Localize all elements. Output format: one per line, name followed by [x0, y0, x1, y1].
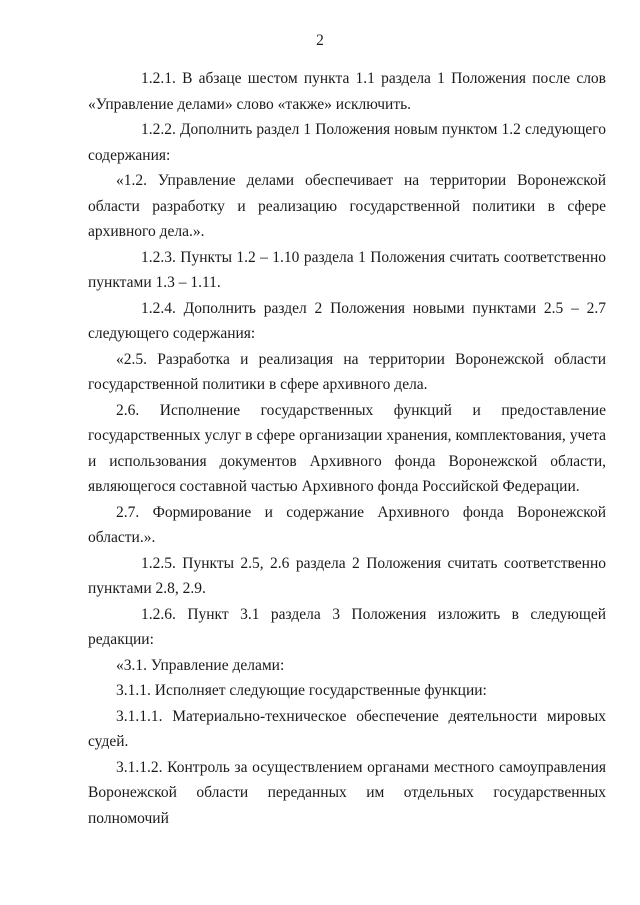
paragraph-quote-2-5: «2.5. Разработка и реализация на территории Воронежской области государственной политики в сфере архивного дела.	[88, 350, 606, 393]
paragraph-1-2-3: 1.2.3. Пункты 1.2 – 1.10 раздела 1 Положения считать соответственно пунктами 1.3 – 1.11.	[88, 248, 606, 291]
paragraph-1-2-1: 1.2.1. В абзаце шестом пункта 1.1 раздела 1 Положения после слов «Управление делами» слово «также» исключить.	[88, 70, 606, 113]
document-body	[88, 66, 606, 831]
paragraph-1-2-4: 1.2.4. Дополнить раздел 2 Положения новыми пунктами 2.5 – 2.7 следующего содержания:	[88, 299, 606, 342]
page-number: 2	[316, 32, 324, 49]
paragraph-1-2-6: 1.2.6. Пункт 3.1 раздела 3 Положения изложить в следующей редакции:	[88, 605, 606, 648]
paragraph-1-2-2: 1.2.2. Дополнить раздел 1 Положения новым пунктом 1.2 следующего содержания:	[88, 121, 606, 164]
paragraph-quote-3-1: «3.1. Управление делами:	[116, 656, 285, 674]
paragraph-2-7: 2.7. Формирование и содержание Архивного фонда Воронежской области.».	[88, 503, 606, 546]
paragraph-quote-1-2: «1.2. Управление делами обеспечивает на территории Воронежской области разработку и реализацию государственной политики в сфере архивного дела.».	[88, 172, 606, 240]
paragraph-1-2-5: 1.2.5. Пункты 2.5, 2.6 раздела 2 Положения считать соответственно пунктами 2.8, 2.9.	[88, 554, 606, 597]
paragraph-3-1-1-1: 3.1.1.1. Материально-техническое обеспечение деятельности мировых судей.	[88, 707, 606, 750]
paragraph-3-1-1: 3.1.1. Исполняет следующие государственные функции:	[116, 682, 487, 699]
paragraph-2-6: 2.6. Исполнение государственных функций и предоставление государственных услуг в сфере организации хранения, комплектования, учета и использования документов Архивного фонда Воронежской области, являющегося составной частью Архивного фонда Российской Федерации.	[88, 401, 606, 495]
paragraph-3-1-1-2: 3.1.1.2. Контроль за осуществлением органами местного самоуправления Воронежской области переданных им отдельных государственных полномочий	[88, 758, 606, 827]
